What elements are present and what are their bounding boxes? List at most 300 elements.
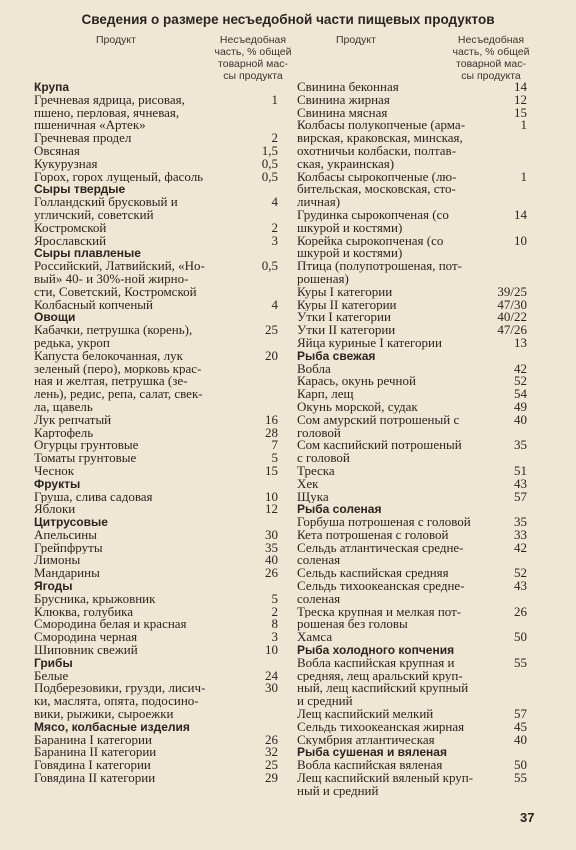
product-name: Костромской [34, 221, 107, 235]
section-heading: Рыба сушеная и вяленая [297, 746, 447, 760]
table-row [297, 311, 527, 324]
inedible-share-value: 10 [265, 488, 278, 504]
inedible-share-value: 26 [514, 603, 527, 619]
product-name: рошеная) [297, 272, 349, 286]
right-share-header-line: товарной мас- [456, 58, 526, 70]
section-heading: Рыба свежая [297, 349, 376, 363]
table-row [297, 580, 527, 593]
table-row [34, 219, 278, 235]
product-name: Горбуша потрошеная с головой [297, 516, 471, 529]
product-name: вирская, краковская, минская, [297, 132, 463, 145]
product-name: ная и желтая, петрушка (зе- [34, 375, 188, 389]
left-column [34, 81, 278, 785]
product-name: Хек [297, 477, 319, 491]
inedible-share-value: 1 [271, 91, 278, 107]
table-row [297, 516, 527, 529]
right-share-header-line: Несъедобная [457, 34, 525, 46]
table-row [34, 119, 278, 132]
inedible-share-value: 29 [265, 770, 278, 786]
section-heading-row [297, 746, 527, 759]
inedible-share-value [493, 183, 527, 196]
product-name: Баранина I категории [34, 733, 152, 747]
table-row [34, 554, 278, 567]
section-heading-row [34, 478, 278, 491]
table-row [297, 398, 527, 414]
table-row [34, 631, 278, 644]
table-row [34, 603, 278, 619]
product-name: Грейпфруты [34, 541, 103, 555]
left-share-header-line: товарной мас- [218, 58, 288, 70]
inedible-share-value: 55 [514, 654, 527, 670]
table-row [34, 296, 278, 312]
right-column [297, 81, 527, 798]
table-row [297, 296, 527, 312]
table-row [297, 618, 527, 631]
table-row [297, 554, 527, 567]
product-name: Огурцы грунтовые [34, 439, 139, 453]
product-name: Кукурузная [34, 157, 98, 171]
table-row [297, 206, 527, 222]
section-heading-row [34, 516, 278, 529]
table-row [297, 718, 527, 734]
inedible-share-value: 26 [265, 731, 278, 747]
inedible-share-value: 35 [514, 437, 527, 453]
inedible-share-value: 33 [514, 526, 527, 542]
section-heading: Рыба холодного копчения [297, 644, 455, 657]
inedible-share-value: 30 [265, 526, 278, 542]
product-name: соленая [297, 554, 341, 568]
inedible-share-value: 47/30 [497, 296, 527, 312]
inedible-share-value: 25 [265, 322, 278, 338]
inedible-share-value: 10 [514, 232, 527, 248]
product-name: Куры II категории [297, 298, 397, 312]
table-row [34, 772, 278, 785]
table-row [34, 155, 278, 171]
inedible-share-value: 30 [265, 680, 278, 696]
product-name: Лещ каспийский мелкий [297, 708, 434, 721]
inedible-share-value: 40/22 [497, 309, 527, 325]
table-row [34, 168, 278, 184]
left-share-header-line: Несъедобная [219, 34, 287, 46]
product-name: Куры I категории [297, 285, 393, 299]
table-row [297, 462, 527, 478]
table-row [34, 388, 278, 401]
table-row [297, 654, 527, 670]
table-row [34, 286, 278, 299]
table-row [34, 273, 278, 286]
product-name: Смородина черная [34, 631, 138, 645]
inedible-share-value: 20 [265, 347, 278, 363]
product-name: Горох, горох лущеный, фасоль [34, 170, 204, 184]
product-name: Гречневая ядрица, рисовая, [34, 93, 185, 107]
table-row [297, 273, 527, 286]
inedible-share-value: 35 [265, 539, 278, 555]
table-row [34, 488, 278, 504]
table-row [34, 260, 278, 273]
table-row [297, 439, 527, 452]
inedible-share-value [493, 670, 527, 683]
product-name: Шиповник свежий [34, 644, 138, 657]
product-name: Птица (полупотрошеная, пот- [297, 260, 463, 273]
inedible-share-value: 32 [265, 744, 278, 760]
product-name: шкурой и костями) [297, 221, 403, 235]
table-row [297, 631, 527, 644]
section-heading-row [297, 644, 527, 657]
section-heading-row [34, 721, 278, 734]
left-share-header-line: сы продукта [223, 70, 283, 82]
page-number: 37 [520, 810, 535, 825]
table-row [34, 746, 278, 759]
table-row [297, 785, 527, 798]
table-row [297, 452, 527, 465]
inedible-share-value: 45 [514, 718, 527, 734]
table-row [297, 427, 527, 440]
product-name: Колбасы сырокопченые (лю- [297, 170, 457, 184]
table-row [34, 142, 278, 158]
table-row [297, 388, 527, 401]
product-name: Лимоны [34, 554, 81, 568]
inedible-share-value: 28 [265, 424, 278, 440]
table-row [34, 209, 278, 222]
product-name: пшено, перловая, ячневая, [34, 106, 180, 120]
inedible-share-value: 50 [514, 757, 527, 773]
inedible-share-value: 5 [271, 450, 278, 466]
inedible-share-value: 42 [514, 360, 527, 376]
product-name: средняя, лещ аральский круп- [297, 669, 463, 683]
section-heading-row [34, 81, 278, 94]
inedible-share-value [250, 363, 278, 376]
table-row [34, 462, 278, 478]
product-name: Брусника, крыжовник [34, 592, 156, 606]
product-name: Картофель [34, 426, 94, 440]
inedible-share-value [493, 682, 527, 695]
product-name: Сельдь тихоокеанская жирная [297, 720, 465, 734]
inedible-share-value: 16 [265, 411, 278, 427]
product-name: с головой [297, 452, 350, 465]
left-product-header: Продукт [96, 34, 136, 46]
inedible-share-value: 12 [265, 501, 278, 517]
product-name: Сельдь тихоокеанская средне- [297, 580, 465, 593]
table-row [297, 526, 527, 542]
product-name: Лук репчатый [34, 413, 112, 427]
product-name: Свинина жирная [297, 93, 390, 107]
product-name: редька, укроп [34, 336, 110, 350]
product-name: Сом каспийский потрошеный [297, 439, 462, 453]
inedible-share-value [250, 273, 278, 286]
inedible-share-value: 35 [514, 514, 527, 530]
inedible-share-value: 14 [514, 79, 527, 94]
product-name: Яйца куриные I категории [297, 336, 442, 350]
inedible-share-value: 47/26 [497, 322, 527, 338]
inedible-share-value [493, 132, 527, 145]
product-name: Утки II категории [297, 324, 396, 337]
table-row [297, 695, 527, 708]
product-name: соленая [297, 592, 341, 606]
right-product-header: Продукт [336, 34, 376, 46]
product-name: зеленый (перо), морковь крас- [34, 362, 202, 376]
inedible-share-value: 3 [271, 629, 278, 645]
inedible-share-value: 0,5 [261, 258, 278, 274]
inedible-share-value: 8 [271, 616, 278, 632]
section-heading: Сыры твердые [34, 183, 126, 197]
inedible-share-value: 1 [520, 168, 527, 184]
product-name: вый» 40- и 30%-ной жирно- [34, 272, 189, 286]
product-name: Кета потрошеная с головой [297, 528, 449, 542]
table-row [297, 104, 527, 120]
table-row [297, 260, 527, 273]
product-name: Груша, слива садовая [34, 490, 153, 504]
inedible-share-value: 43 [514, 475, 527, 491]
product-name: Яблоки [34, 503, 76, 517]
inedible-share-value: 42 [514, 539, 527, 555]
inedible-share-value: 2 [271, 219, 278, 235]
section-heading: Ягоды [34, 580, 73, 593]
right-share-header-line: сы продукта [461, 70, 521, 82]
product-name: Апельсины [34, 528, 97, 542]
table-row [297, 670, 527, 683]
product-name: личная) [297, 196, 341, 209]
inedible-share-value: 2 [271, 603, 278, 619]
product-name: Подберезовики, грузди, лисич- [34, 682, 206, 696]
table-row [297, 360, 527, 376]
section-heading: Крупа [34, 81, 70, 94]
table-row [297, 247, 527, 260]
table-row [297, 232, 527, 248]
section-heading-row [34, 580, 278, 593]
inedible-share-value: 1 [520, 117, 527, 133]
section-heading: Цитрусовые [34, 516, 108, 529]
table-row [34, 708, 278, 721]
table-row [34, 644, 278, 657]
table-row [34, 401, 278, 414]
table-row [297, 708, 527, 721]
product-name: лень), редис, репа, салат, свек- [34, 388, 203, 401]
left-share-header-line: часть, % общей [214, 46, 292, 58]
inedible-share-value: 39/25 [497, 283, 527, 299]
product-name: Колбасный копченый [34, 298, 153, 312]
product-name: Голландский брусковый и [34, 196, 178, 209]
inedible-share-value: 57 [514, 488, 527, 504]
product-name: Ярославский [34, 234, 107, 248]
table-row [34, 196, 278, 209]
inedible-share-value: 57 [514, 706, 527, 722]
inedible-share-value [250, 388, 278, 401]
inedible-share-value: 25 [265, 757, 278, 773]
inedible-share-value: 54 [514, 386, 527, 402]
product-name: Щука [297, 490, 329, 504]
inedible-share-value: 12 [514, 91, 527, 107]
page-title: Сведения о размере несъедобной части пищевых продуктов [81, 12, 495, 27]
inedible-share-value [493, 145, 527, 158]
left-share-header [210, 34, 296, 82]
section-heading-row [34, 657, 278, 670]
product-name: вики, рыжики, сыроежки [34, 708, 174, 721]
section-heading: Мясо, колбасные изделия [34, 720, 190, 734]
table-row [297, 91, 527, 107]
product-name: угличский, советский [34, 208, 154, 222]
inedible-share-value: 50 [514, 629, 527, 645]
product-name: Сельдь каспийская средняя [297, 567, 449, 581]
product-name: Российский, Латвийский, «Но- [34, 260, 205, 273]
product-name: шкурой и костями) [297, 247, 403, 261]
table-row [34, 618, 278, 631]
inedible-share-value: 5 [271, 590, 278, 606]
table-row [34, 132, 278, 145]
product-name: сти, Советский, Костромской [34, 285, 197, 299]
section-heading: Фрукты [34, 477, 81, 491]
product-name: Вобла [297, 362, 331, 376]
inedible-share-value: 40 [514, 731, 527, 747]
product-name: Колбасы полукопченые (арма- [297, 119, 466, 133]
table-row [297, 475, 527, 491]
inedible-share-value: 24 [265, 667, 278, 683]
product-name: Мандарины [34, 567, 100, 581]
right-share-header-line: часть, % общей [452, 46, 530, 58]
product-name: Белые [34, 669, 69, 683]
inedible-share-value: 26 [265, 565, 278, 581]
product-name: Вобла каспийская вяленая [297, 759, 443, 773]
table-row [297, 158, 527, 171]
table-row [34, 91, 278, 107]
table-row [34, 759, 278, 772]
product-name: Утки I категории [297, 311, 391, 325]
table-row [34, 363, 278, 376]
product-name: Говядина II категории [34, 772, 156, 785]
product-name: Вобла каспийская крупная и [297, 656, 455, 670]
table-row [297, 759, 527, 772]
table-row [297, 603, 527, 619]
inedible-share-value [250, 107, 278, 120]
product-name: Корейка сырокопченая (со [297, 234, 444, 248]
table-row [34, 347, 278, 363]
table-row [34, 324, 278, 337]
table-row [34, 439, 278, 452]
product-name: и средний [297, 695, 353, 709]
product-name: Кабачки, петрушка (корень), [34, 324, 193, 337]
inedible-share-value: 49 [514, 398, 527, 414]
product-name: охотничьи колбаски, полтав- [297, 144, 457, 158]
product-name: головой [297, 426, 341, 440]
product-name: ный, лещ каспийский крупный [297, 682, 469, 696]
section-heading-row [34, 247, 278, 260]
table-row [34, 539, 278, 555]
inedible-share-value: 14 [514, 206, 527, 222]
table-row [34, 452, 278, 465]
product-name: Баранина II категории [34, 746, 157, 760]
product-name: Карась, окунь речной [297, 375, 416, 389]
table-row [34, 695, 278, 708]
table-row [297, 145, 527, 158]
inedible-share-value: 40 [265, 552, 278, 568]
inedible-share-value [493, 260, 527, 273]
table-row [297, 168, 527, 184]
inedible-share-value [250, 375, 278, 388]
table-row [297, 334, 527, 350]
product-name: Смородина белая и красная [34, 618, 187, 632]
product-name: Сом амурский потрошеный с [297, 413, 460, 427]
product-name: Клюква, голубика [34, 605, 134, 619]
product-name: Томаты грунтовые [34, 452, 137, 465]
table-row [297, 132, 527, 145]
table-row [34, 731, 278, 747]
table-row [297, 731, 527, 747]
table-row [34, 682, 278, 695]
table-row [297, 222, 527, 235]
inedible-share-value: 10 [265, 642, 278, 658]
product-name: Треска крупная и мелкая пот- [297, 605, 462, 619]
inedible-share-value: 3 [271, 232, 278, 248]
product-name: Овсяная [34, 144, 80, 158]
product-name: бительская, московская, сто- [297, 183, 456, 197]
product-name: Гречневая продел [34, 132, 132, 145]
section-heading: Грибы [34, 656, 73, 670]
inedible-share-value [250, 695, 278, 708]
section-heading-row [297, 503, 527, 516]
table-row [34, 424, 278, 440]
inedible-share-value: 52 [514, 373, 527, 389]
product-name: ла, щавель [34, 400, 93, 414]
inedible-share-value: 55 [514, 770, 527, 786]
section-heading-row [297, 350, 527, 363]
inedible-share-value: 0,5 [261, 168, 278, 184]
table-row [34, 567, 278, 580]
table-row [297, 375, 527, 388]
inedible-share-value: 52 [514, 565, 527, 581]
product-name: Карп, лещ [297, 388, 354, 401]
inedible-share-value [493, 247, 527, 260]
table-row [297, 196, 527, 209]
table-row [297, 119, 527, 132]
table-row [34, 411, 278, 427]
section-heading: Рыба соленая [297, 503, 382, 517]
section-heading: Овощи [34, 311, 76, 325]
table-row [34, 590, 278, 606]
product-name: Хамса [297, 631, 333, 645]
table-row [297, 81, 527, 94]
inedible-share-value: 43 [514, 578, 527, 594]
inedible-share-value: 4 [271, 194, 278, 210]
table-row [34, 107, 278, 120]
inedible-share-value: 40 [514, 411, 527, 427]
product-name: Капуста белокочанная, лук [34, 349, 183, 363]
table-row [34, 232, 278, 248]
product-name: пшеничная «Артек» [34, 119, 146, 133]
product-name: Сельдь атлантическая средне- [297, 541, 464, 555]
inedible-share-value: 0,5 [261, 155, 278, 171]
inedible-share-value: 13 [514, 334, 527, 350]
product-name: рошеная без головы [297, 618, 408, 632]
product-name: Грудинка сырокопченая (со [297, 208, 449, 222]
section-heading-row [34, 311, 278, 324]
product-name: Окунь морской, судак [297, 400, 418, 414]
section-heading-row [34, 183, 278, 196]
table-row [297, 772, 527, 785]
table-row [297, 183, 527, 196]
inedible-share-value: 51 [514, 462, 527, 478]
table-row [297, 283, 527, 299]
table-row [297, 488, 527, 504]
product-name: Лещ каспийский вяленый круп- [297, 772, 474, 785]
table-row [297, 539, 527, 555]
inedible-share-value: 15 [265, 462, 278, 478]
table-row [34, 503, 278, 516]
product-name: ская, украинская) [297, 157, 395, 171]
product-name: ный и средний [297, 784, 379, 798]
product-name: Скумбрия атлантическая [297, 733, 435, 747]
table-row [297, 324, 527, 337]
table-row [34, 667, 278, 683]
inedible-share-value: 1,5 [261, 142, 278, 158]
